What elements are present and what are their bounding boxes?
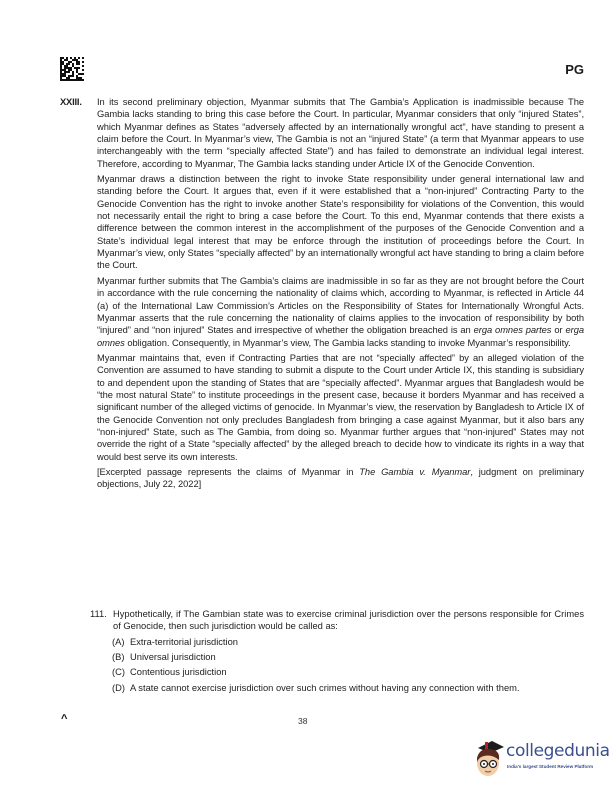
set-marker-caret-icon: ^ — [61, 713, 68, 725]
paragraph-text: In its second preliminary objection, Myanmar submits that The Gambia’s Application is inadmissible because The Gambia lacks standing to bring this case before the Court. In particular, Myanmar considers that only “injured States”, which Myanmar defines as States “adversely affected by an internationally wrongful act”, have standing to present a claim before the Court. In Myanmar’s view, The Gambia is not an “injured State” (a term that Myanmar appears to use interchangeably with the term “specially affected State”) and has failed to demonstrate an individual legal interest. Therefore, according to Myanmar, The Gambia lacks standing under Article IX of the Genocide Convention. — [97, 97, 584, 169]
passage-paragraph-2 — [97, 173, 584, 272]
italic-term: erga omnes partes — [473, 325, 552, 336]
paragraph-text: , judgment on preliminary objections, July 22, 2022] — [97, 466, 584, 490]
question-text: Hypothetically, if The Gambian state was to exercise criminal jurisdiction over the persons responsible for Crimes of Genocide, then such jurisdiction would be called as: — [113, 609, 584, 632]
passage-paragraph-4 — [97, 352, 584, 463]
paper-code: PG — [565, 62, 584, 77]
paragraph-text: [Excerpted passage represents the claims of Myanmar in — [97, 466, 360, 477]
option-label: (A) — [112, 636, 125, 647]
passage-number: XXIII. — [60, 96, 82, 107]
brand-name: collegedunia — [506, 741, 610, 761]
question-111 — [90, 608, 584, 697]
option-c[interactable] — [112, 666, 584, 678]
page-number: 38 — [298, 716, 308, 726]
option-text: A state cannot exercise jurisdiction over such crimes without having any connection with them. — [130, 682, 520, 693]
paragraph-text: or — [551, 325, 566, 336]
option-label: (C) — [112, 667, 125, 678]
brand-tagline: India's largest Student Review Platform — [507, 764, 594, 769]
passage — [60, 96, 584, 494]
paragraph-text: obligation. Consequently, in Myanmar’s view, The Gambia lacks standing to invoke Myanmar’s responsibility. — [124, 337, 571, 348]
collegedunia-logo — [472, 738, 612, 782]
option-text: Contentious jurisdiction — [130, 667, 227, 678]
case-name: The Gambia v. Myanmar — [359, 466, 471, 477]
paragraph-text: Myanmar maintains that, even if Contracting Parties that are not “specially affected” by an alleged violation of the Convention are assumed to have standing to submit a dispute to the Court under Article IX, this standing is subsidiary to and dependent upon the standing of States that are “specially affected”. Myanmar argues that Bangladesh would be “the most natural State” to institute proceedings in the present case, because it borders Myanmar and has received a significant number of the alleged victims of genocide. In Myanmar’s view, the reservation by Bangladesh to Article IX of the Genocide Convention not only precludes Bangladesh from bringing a case against Myanmar, but it also bars any “non-injured” State, such as The Gambia, from doing so. Myanmar further argues that “non-injured” States may not override the right of a State “specially affected” by the alleged breach to decide how to vindicate its rights in a way that would best serve its own interests. — [97, 352, 584, 462]
paragraph-text: Myanmar further submits that The Gambia’s claims are inadmissible in so far as they are not brought before the Court in accordance with the rule concerning the nationality of claims which, according to Myanmar, is reflected in Article 44 (a) of the International Law Commission’s Articles on the Responsibility of States for Internationally Wrongful Acts. Myanmar asserts that the rule concerning the nationality of claims applies to the invocation of responsibility by both “injured” and “non injured” States and irrespective of whether the obligation breached is an — [97, 275, 584, 336]
option-b[interactable] — [112, 651, 584, 663]
option-a[interactable] — [112, 636, 584, 648]
paragraph-text: Myanmar draws a distinction between the right to invoke State responsibility under general international law and standing before the Court. It argues that, even if it were established that a “non-injured” Contracting Party to the Genocide Convention has the right to invoke another State’s responsibility for violations of the Convention, this would not necessarily entail the right to bring a case before the Court. To this end, Myanmar contends that there exists a difference between the common interest in the accomplishment of the purposes of the Genocide Convention and a State’s individual legal interest that may be enforce through the institution of proceedings before the Court. In Myanmar’s view, only States “specially affected” by an internationally wrongful act have standing to bring a claim before the Court. — [97, 174, 584, 271]
student-mascot-icon — [472, 738, 508, 782]
option-text: Universal jurisdiction — [130, 652, 216, 663]
passage-source-note — [97, 466, 584, 491]
option-label: (D) — [112, 682, 125, 693]
passage-paragraph-3 — [97, 275, 584, 349]
option-text: Extra-territorial jurisdiction — [130, 636, 239, 647]
option-d[interactable] — [112, 682, 584, 694]
option-label: (B) — [112, 652, 125, 663]
datamatrix-code-icon — [60, 57, 84, 81]
italic-term: erga omnes — [97, 325, 584, 348]
answer-options — [112, 636, 584, 694]
passage-paragraph-1 — [97, 96, 584, 170]
question-number: 111. — [90, 609, 107, 619]
